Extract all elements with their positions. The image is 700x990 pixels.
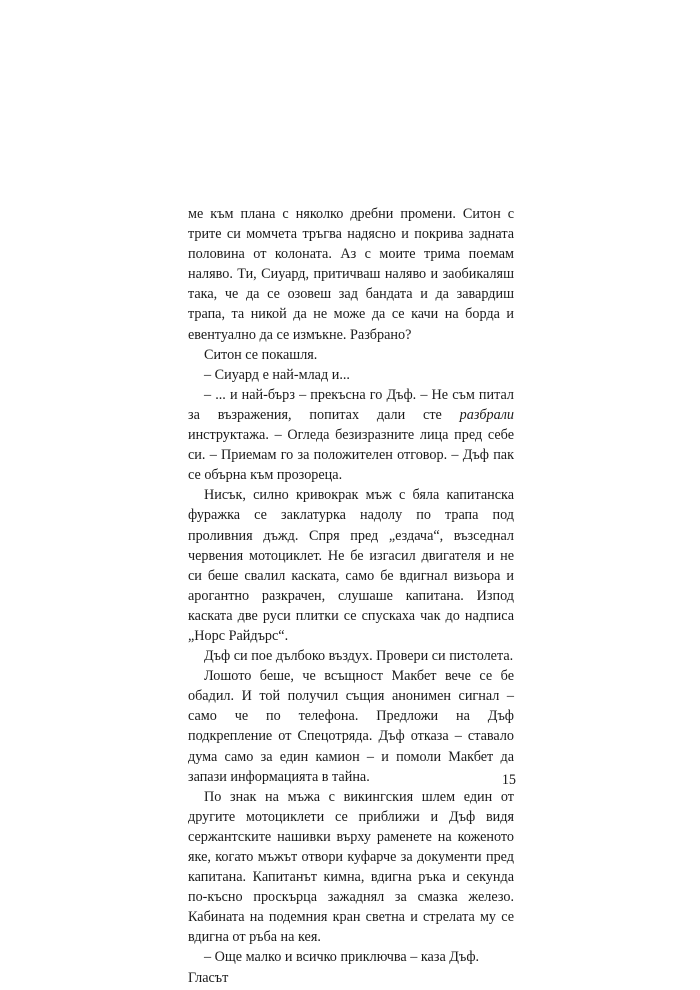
paragraph: По знак на мъжа с викингския шлем един от другите мотоциклети се приближи и Дъф видя сержантските нашивки върху раменете на коженото яке, когато мъжът отвори куфарче за документи пред капитана. Капитанът кимна, вдигна ръка и секунда по-късно проскърца зажаднял за смазка железо. Кабината на подемния кран светна и стрелата му се вдигна от ръба на кея. bbox=[188, 788, 514, 946]
paragraph: Нисък, силно кривокрак мъж с бяла капитанска фуражка се заклатурка надолу по трапа под проливния дъжд. Спря пред „ездача“, възседнал червения мотоциклет. Не бе изгасил двигателя и не си беше свалил каската, само бе вдигнал визьора и арогантно разкрачен, слушаше капитана. Изпод каската две руси плитки се спускаха чак до надписа „Норс Райдърс“. bbox=[188, 487, 514, 644]
paragraph bbox=[188, 385, 514, 485]
page-number: 15 bbox=[501, 772, 516, 788]
body-text bbox=[188, 204, 514, 988]
paragraph: Лошото беше, че всъщност Макбет вече се бе обадил. И той получил същия анонимен сигнал – само че по телефона. Предложи на Дъф подкрепление от Спецотряда. Дъф отказа – ставало дума само за един камион – и помоли Макбет да запази информацията в тайна. bbox=[188, 668, 514, 785]
paragraph: Дъф си пое дълбоко въздух. Провери си пистолета. bbox=[204, 648, 514, 665]
paragraph-text: – ... и най-бърз – прекъсна го Дъф. – Не съм питал за възражения, попитах дали сте bbox=[188, 386, 514, 423]
paragraph: – Сиуард е най-млад и... bbox=[204, 366, 350, 383]
paragraph: – Още малко и всичко приключва – каза Дъф. Гласът bbox=[188, 949, 480, 986]
emphasized-word: разбрали bbox=[459, 406, 514, 423]
paragraph: ме към плана с няколко дребни промени. Ситон с трите си момчета тръгва надясно и покрива задната половина от колоната. Аз с моите трима поемам наляво. Ти, Сиуард, притичваш наляво и заобикаляш така, че да се озовеш зад бандата и да завардиш трапа, та никой да не може да се качи на борда и евентуално да се измъкне. Разбрано? bbox=[188, 206, 514, 343]
paragraph: Ситон се покашля. bbox=[204, 346, 318, 363]
paragraph-text: инструктажа. – Огледа безизразните лица пред себе си. – Приемам го за положителен отговор. – Дъф пак се обърна към прозореца. bbox=[188, 427, 514, 484]
